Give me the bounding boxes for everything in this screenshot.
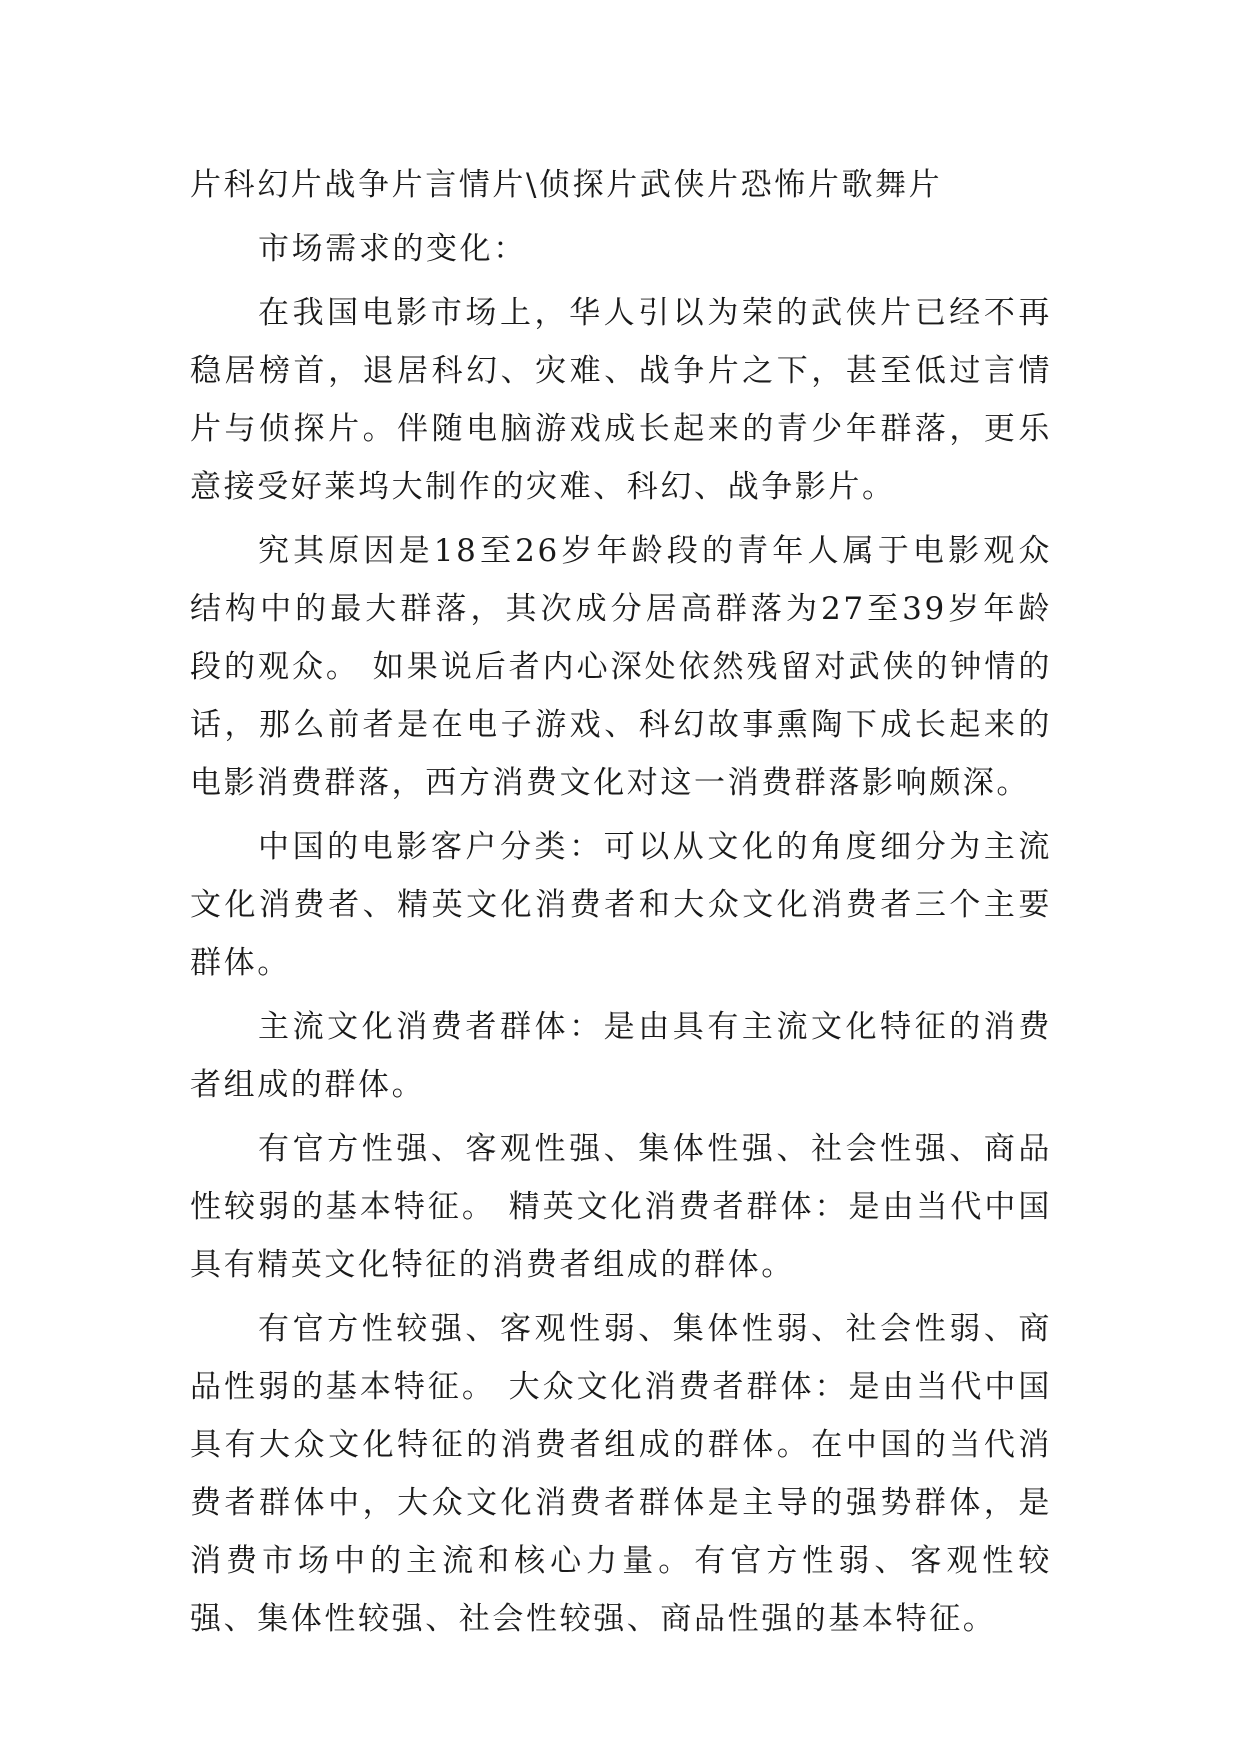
paragraph-market-demand-heading: 市场需求的变化： <box>258 231 527 267</box>
paragraph-elite-group: 有官方性强、客观性强、集体性强、社会性强、商品性较弱的基本特征。 精英文化消费者群体：是由当代中国具有精英文化特征的消费者组成的群体。 <box>190 1131 1052 1283</box>
paragraph-mass-group: 有官方性较强、客观性弱、集体性弱、社会性弱、商品性弱的基本特征。 大众文化消费者群体：是由当代中国具有大众文化特征的消费者组成的群体。在中国的当代消费者群体中，大众文化消费者群体是主导的强势群体，是消费市场中的主流和核心力量。有官方性弱、客观性较强、集体性较强、社会性较强、商品性强的基本特征。 <box>190 1311 1052 1637</box>
paragraph-mainstream-group: 主流文化消费者群体：是由具有主流文化特征的消费者组成的群体。 <box>190 1009 1052 1103</box>
paragraph-market-change: 在我国电影市场上，华人引以为荣的武侠片已经不再稳居榜首，退居科幻、灾难、战争片之下，甚至低过言情片与侦探片。伴随电脑游戏成长起来的青少年群落，更乐意接受好莱坞大制作的灾难、科幻、战争影片。 <box>190 295 1052 505</box>
paragraph-audience-reason: 究其原因是18至26岁年龄段的青年人属于电影观众结构中的最大群落，其次成分居高群落为27至39岁年龄段的观众。 如果说后者内心深处依然残留对武侠的钟情的话，那么前者是在电子游戏、科幻故事熏陶下成长起来的电影消费群落，西方消费文化对这一消费群落影响颇深。 <box>190 533 1052 801</box>
document-body <box>190 156 1052 1648</box>
paragraph-customer-classification: 中国的电影客户分类：可以从文化的角度细分为主流文化消费者、精英文化消费者和大众文化消费者三个主要群体。 <box>190 829 1052 981</box>
paragraph-genre-list: 片科幻片战争片言情片\侦探片武侠片恐怖片歌舞片 <box>190 167 943 203</box>
